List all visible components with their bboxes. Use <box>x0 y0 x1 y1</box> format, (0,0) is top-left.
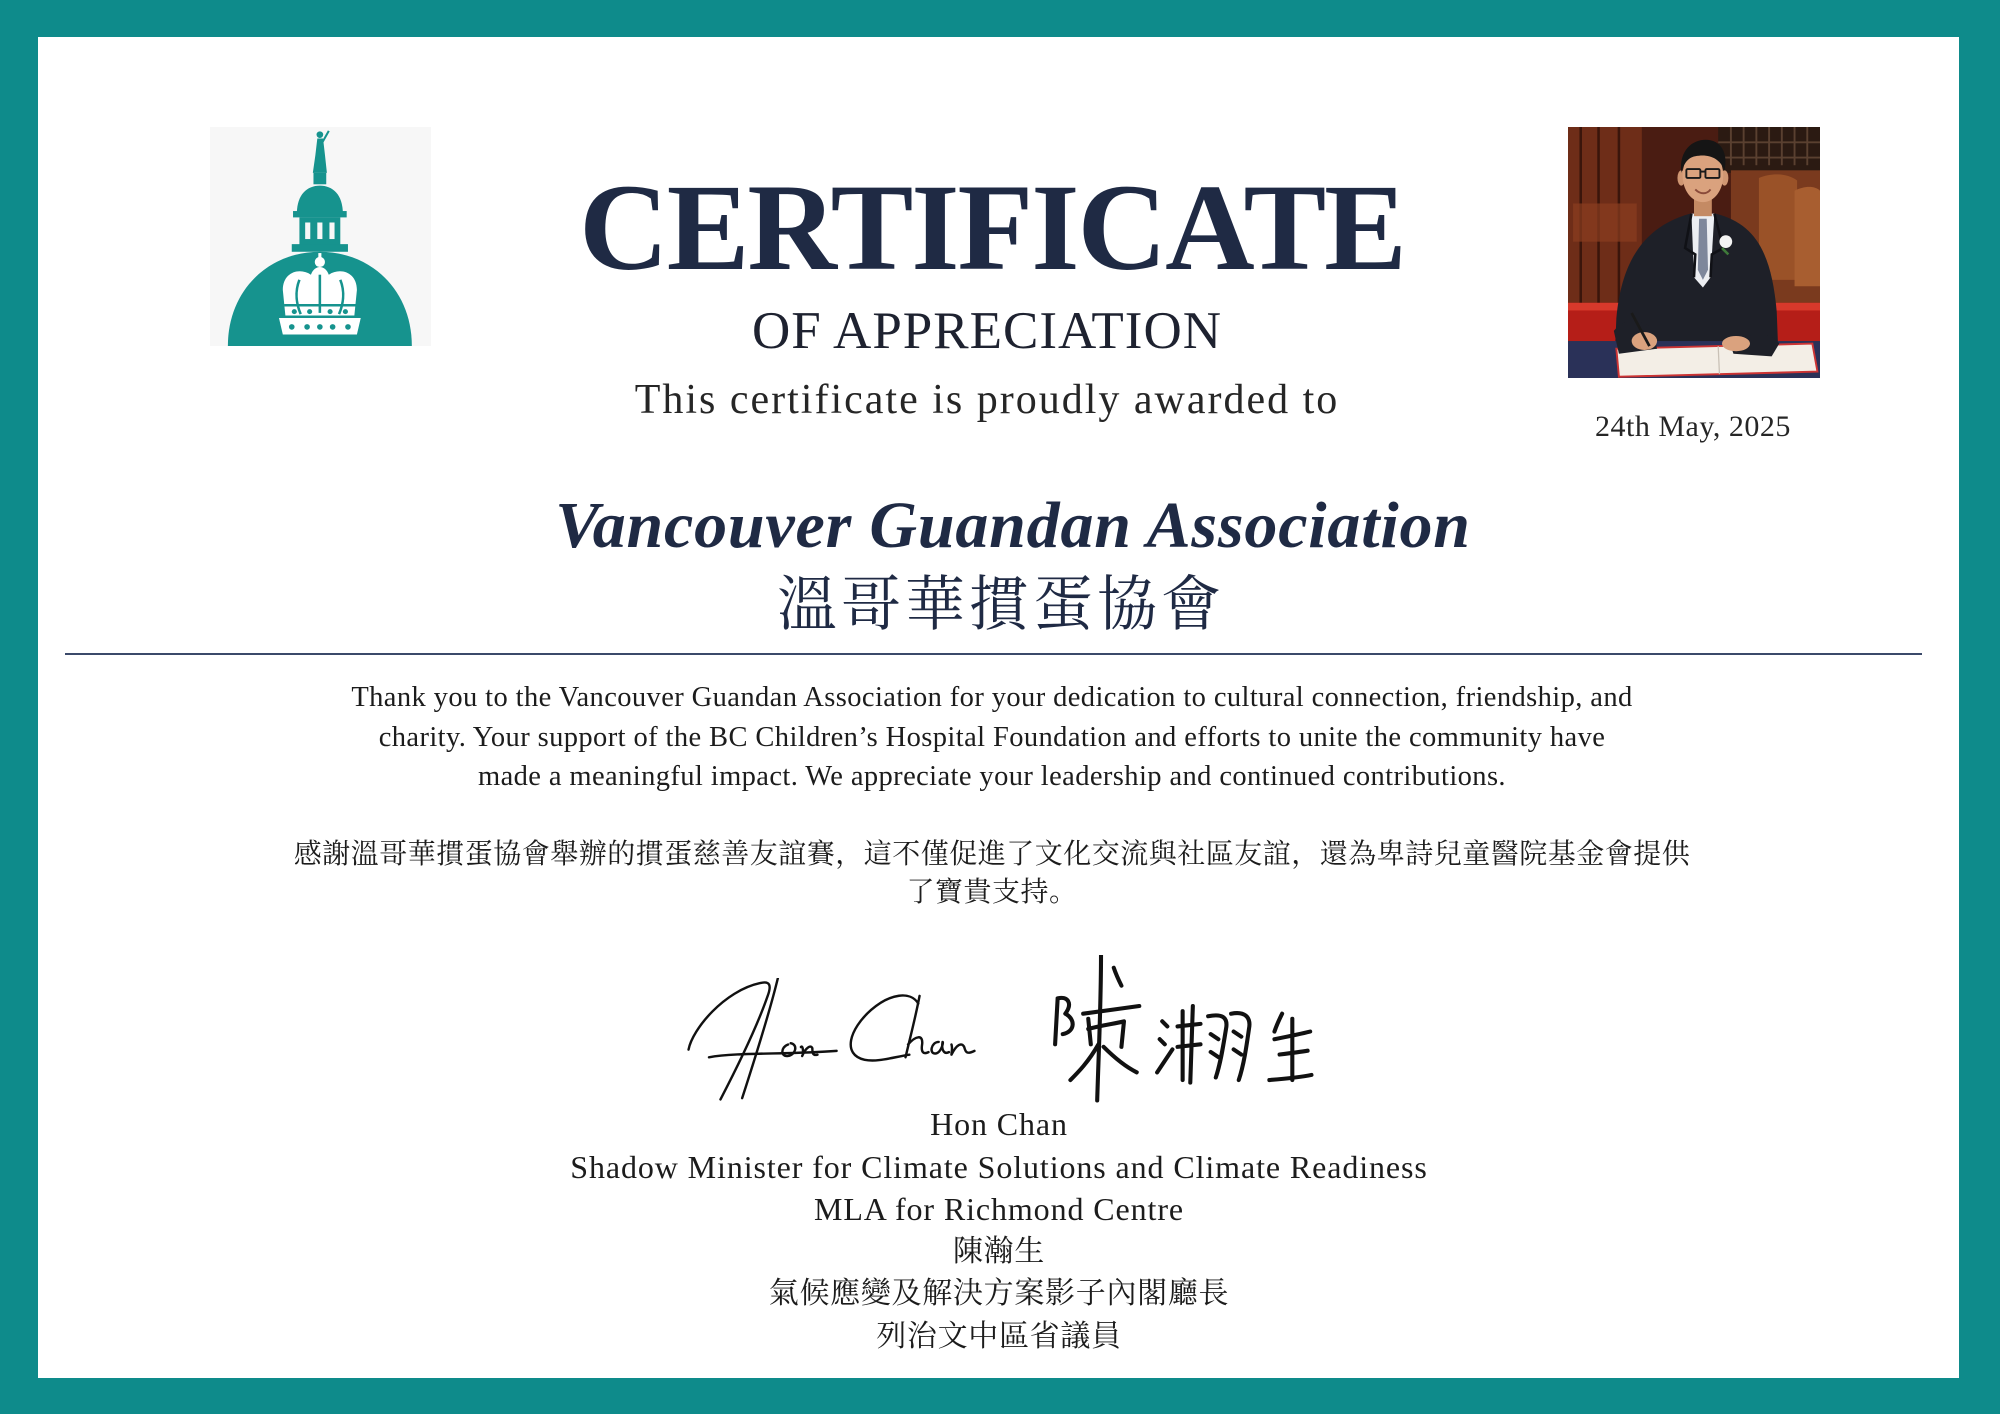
signer-name: Hon Chan <box>930 1106 1068 1142</box>
certificate-subtitle: OF APPRECIATION <box>751 302 1222 360</box>
chinese-signature <box>1050 955 1314 1103</box>
body-line: Thank you to the Vancouver Guandan Association for your dedication to cultural connection, friendship, and <box>351 682 1633 713</box>
body-line: 感謝溫哥華摜蛋協會舉辦的摜蛋慈善友誼賽，這不僅促進了文化交流與社區友誼，還為卑詩兒童醫院基金會提供 <box>293 837 1691 870</box>
signer-name-chinese: 陳瀚生 <box>952 1233 1046 1269</box>
signer-title: Shadow Minister for Climate Solutions and Climate Readiness <box>570 1148 1428 1185</box>
signer-riding-chinese: 列治文中區省議員 <box>876 1318 1122 1354</box>
signer-title-chinese: 氣候應變及解決方案影子內閣廳長 <box>768 1276 1230 1311</box>
body-line: 了寶貴支持。 <box>906 875 1078 908</box>
english-signature <box>686 978 977 1102</box>
appreciation-text-chinese <box>192 835 1792 911</box>
signer-block <box>199 1103 1799 1358</box>
dome-crown-logo-icon <box>210 127 431 346</box>
appreciation-text-english <box>192 678 1792 797</box>
certificate-date: 24th May, 2025 <box>1595 410 1791 443</box>
award-line: This certificate is proudly awarded to <box>634 377 1340 423</box>
signer-riding: MLA for Richmond Centre <box>814 1191 1184 1227</box>
recipient-name-english: Vancouver Guandan Association <box>555 489 1471 562</box>
body-line: charity. Your support of the BC Children’s Hospital Foundation and efforts to unite the community have <box>378 721 1606 753</box>
certificate-title: CERTIFICATE <box>579 159 1405 296</box>
portrait-photo-icon <box>1568 127 1820 378</box>
recipient-name-chinese: 溫哥華摜蛋協會 <box>777 570 1225 640</box>
divider-line <box>65 653 1922 655</box>
body-line: made a meaningful impact. We appreciate your leadership and continued contributions. <box>478 761 1506 792</box>
